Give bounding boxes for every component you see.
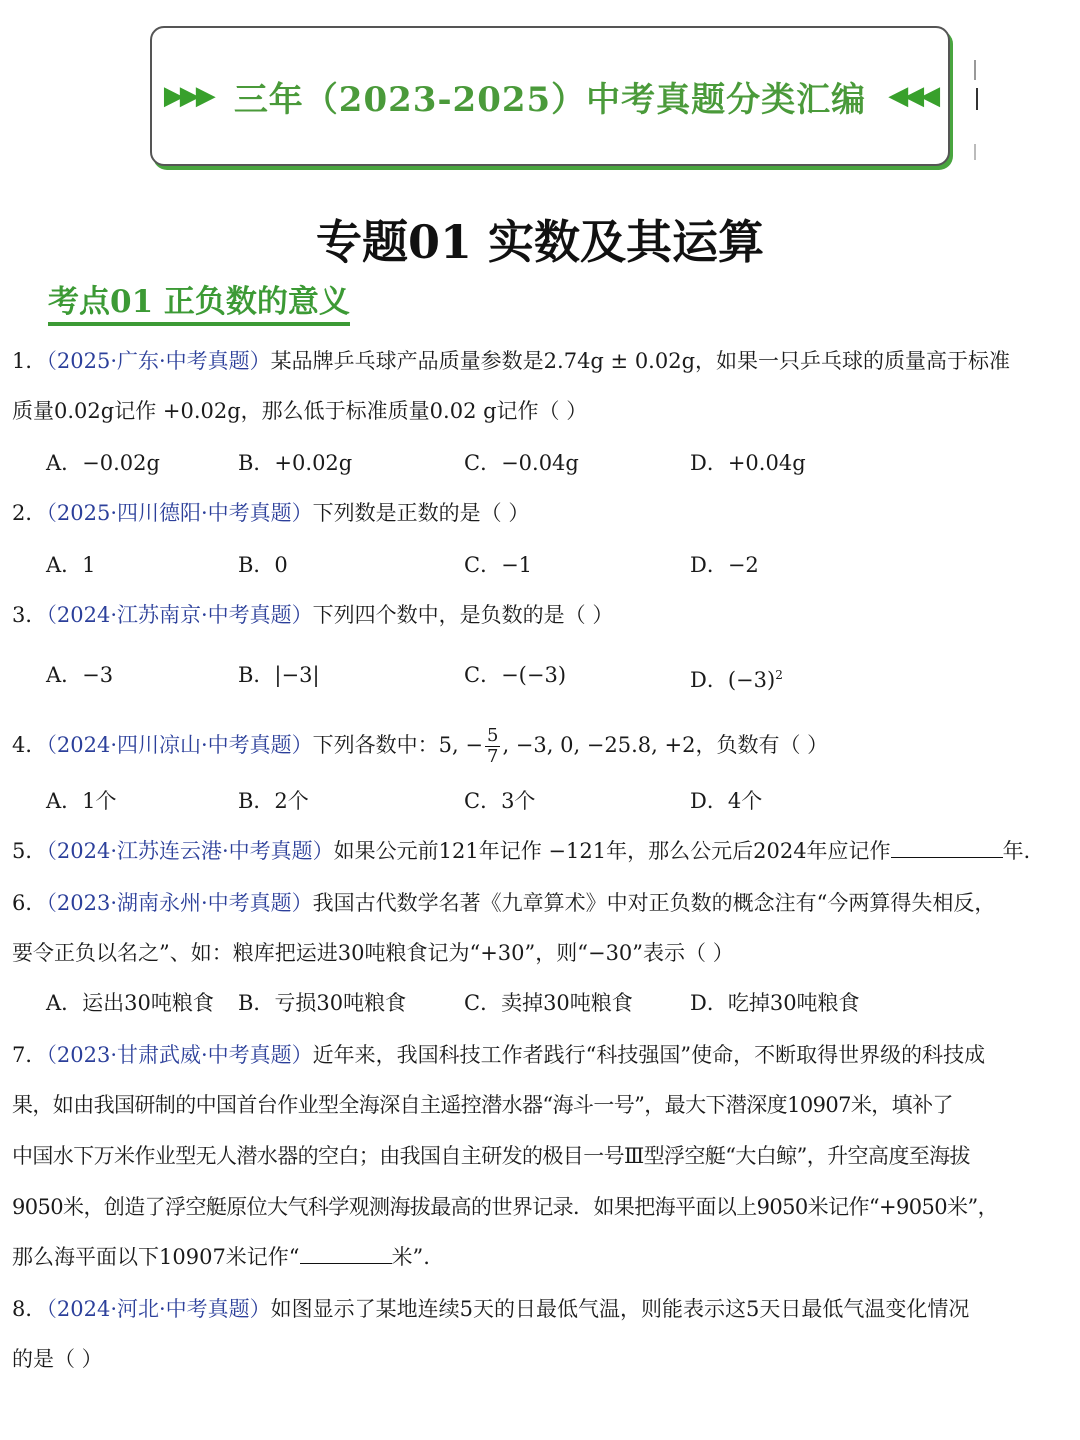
option-d: D．−2 [690,553,759,577]
page-title: 专题01 实数及其运算 [315,215,765,269]
question-text: 如果公元前121年记作 −121年，那么公元后2024年应记作 [333,839,891,863]
margin-mark [974,144,976,160]
option-a: A．−3 [46,663,114,687]
question-text: 下列四个数中，是负数的是（ ） [312,603,614,627]
section-heading: 考点01 正负数的意义 [48,282,350,326]
question-text: 下列数是正数的是（ ） [312,501,530,525]
question-text: 下列各数中：5, − [312,733,483,757]
question-number: 5． [12,839,47,863]
fraction: $\frac{5}{7}$ [486,725,499,767]
question-number: 8． [12,1297,47,1321]
option-b: B．0 [238,553,288,577]
option-a: A．1 [46,553,96,577]
question-number: 3． [12,603,47,627]
question-3 [12,600,613,630]
right-arrows-icon: ▶▶▶ [163,81,212,111]
option-a: A．−0.02g [46,451,160,475]
question-7 [12,1040,985,1070]
option-c: C．−0.04g [464,451,579,475]
option-a: A．运出30吨粮食 [46,991,214,1015]
option-d: D．吃掉30吨粮食 [690,991,860,1015]
question-6 [12,888,995,918]
question-source: （2025·广东·中考真题） [46,349,271,373]
option-c: C．卖掉30吨粮食 [464,991,633,1015]
option-d: D．+0.04g [690,451,806,475]
question-2 [12,498,529,528]
question-number: 4． [12,733,47,757]
question-8 [12,1294,969,1324]
question-7-cont: 9050米，创造了浮空艇原位大气科学观测海拔最高的世界记录．如果把海平面以上9050米记作“+9050米”， [12,1195,998,1219]
question-number: 2． [12,501,47,525]
question-source: （2024·河北·中考真题） [46,1297,271,1321]
question-text: 我国古代数学名著《九章算术》中对正负数的概念注有“今两算得失相反， [312,891,996,915]
margin-mark [974,60,976,80]
question-source: （2024·江苏南京·中考真题） [46,603,313,627]
margin-mark [976,88,978,110]
question-8-cont: 的是（ ） [12,1347,103,1371]
option-c: C．3个 [464,789,536,813]
question-source: （2024·四川凉山·中考真题） [46,733,313,757]
option-b: B．|−3| [238,663,320,687]
question-text: , −3, 0, −25.8, +2，负数有（ ） [502,733,829,757]
option-b: B．+0.02g [238,451,353,475]
question-text: 如图显示了某地连续5天的日最低气温，则能表示这5天日最低气温变化情况 [270,1297,970,1321]
option-c: C．−(−3) [464,663,567,687]
banner-title: 三年（2023-2025）中考真题分类汇编 [233,79,867,120]
option-a: A．1个 [46,789,117,813]
question-number: 1． [12,349,47,373]
question-source: （2023·甘肃武威·中考真题） [46,1043,313,1067]
option-d: D．$(-3)^2$ [690,668,783,692]
question-source: （2023·湖南永州·中考真题） [46,891,313,915]
question-number: 6． [12,891,47,915]
option-b: B．亏损30吨粮食 [238,991,407,1015]
question-4 [12,726,828,767]
question-1-cont: 质量0.02g记作 +0.02g，那么低于标准质量0.02 g记作（ ） [12,399,588,423]
question-source: （2025·四川德阳·中考真题） [46,501,313,525]
question-7-cont: 果，如由我国研制的中国首台作业型全海深自主遥控潜水器“海斗一号”，最大下潜深度10907米，填补了 [12,1093,953,1117]
question-source: （2024·江苏连云港·中考真题） [46,839,334,863]
exponent: 2 [775,668,783,682]
question-6-cont: 要令正负以名之”、如：粮库把运进30吨粮食记为“+30”，则“−30”表示（ ） [12,941,734,965]
question-5: 5．（2024·江苏连云港·中考真题）如果公元前121年记作 −121年，那么公元后2024年应记作 年. [12,839,1031,863]
option-c: C．−1 [464,553,533,577]
question-1 [12,346,1010,376]
answer-blank[interactable] [300,1243,392,1264]
header-banner [150,26,950,166]
option-b: B．2个 [238,789,309,813]
answer-blank[interactable] [891,837,1003,858]
question-7-cont: 中国水下万米作业型无人潜水器的空白；由我国自主研发的极目一号Ⅲ型浮空艇“大白鲸”，升空高度至海拔 [12,1144,970,1168]
left-arrows-icon: ◀◀◀ [888,81,937,111]
option-d: D．4个 [690,789,763,813]
question-7-cont: 那么海平面以下10907米记作“ 米”. [12,1245,430,1269]
question-text: 某品牌乒乓球产品质量参数是2.74g ± 0.02g，如果一只乒乓球的质量高于标准 [270,349,1011,373]
question-number: 7． [12,1043,47,1067]
question-text: 近年来，我国科技工作者践行“科技强国”使命，不断取得世界级的科技成 [312,1043,986,1067]
